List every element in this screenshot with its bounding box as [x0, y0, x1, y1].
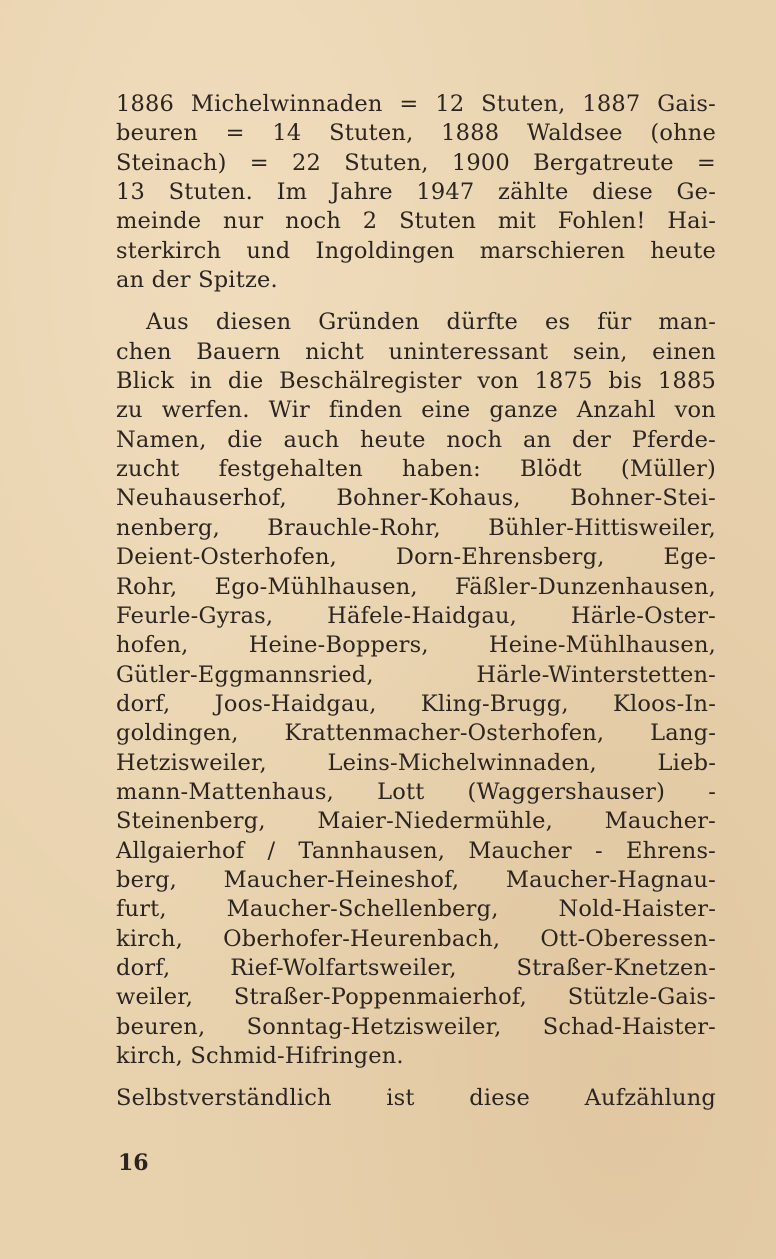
paragraph-2: [116, 308, 716, 1071]
text-line: sterkirch und Ingoldingen marschieren heute: [116, 237, 716, 264]
text-line: Namen, die auch heute noch an der Pferde-: [116, 426, 716, 453]
text-line: meinde nur noch 2 Stuten mit Fohlen! Hai-: [116, 208, 716, 235]
text-line: Blick in die Beschälregister von 1875 bis 1885: [116, 368, 716, 395]
paragraph-3: [116, 1084, 716, 1113]
text-line: hofen, Heine-Boppers, Heine-Mühlhausen,: [116, 632, 716, 659]
text-line: goldingen, Krattenmacher-Osterhofen, Lang-: [116, 720, 716, 747]
text-line: Selbstverständlich ist diese Aufzählung: [116, 1085, 716, 1112]
text-line: Rohr, Ego-Mühlhausen, Fäßler-Dunzenhausen,: [116, 573, 716, 600]
text-line: 1886 Michelwinnaden = 12 Stuten, 1887 Gais-: [116, 91, 716, 117]
text-line: dorf, Rief-Wolfartsweiler, Straßer-Knetzen-: [116, 954, 716, 981]
text-line: Aus diesen Gründen dürfte es für man-: [146, 309, 716, 336]
page-number: 16: [118, 1150, 149, 1176]
text-line: Neuhauserhof, Bohner-Kohaus, Bohner-Stei-: [116, 485, 716, 512]
text-line: Allgaierhof / Tannhausen, Maucher - Ehrens-: [116, 837, 716, 864]
text-line: Gütler-Eggmannsried, Härle-Winterstetten-: [116, 661, 716, 688]
text-line: kirch, Oberhofer-Heurenbach, Ott-Oberessen-: [116, 925, 716, 952]
text-line: mann-Mattenhaus, Lott (Waggershauser) -: [116, 778, 716, 805]
text-line: beuren = 14 Stuten, 1888 Waldsee (ohne: [116, 120, 716, 147]
text-line: Feurle-Gyras, Häfele-Haidgau, Härle-Oster-: [116, 602, 716, 629]
text-line: Steinenberg, Maier-Niedermühle, Maucher-: [116, 808, 716, 835]
text-line: Hetzisweiler, Leins-Michelwinnaden, Lieb-: [116, 749, 716, 776]
text-line: an der Spitze.: [116, 267, 278, 294]
paragraph-1: [116, 90, 716, 295]
text-line: weiler, Straßer-Poppenmaierhof, Stützle-Gais-: [116, 984, 716, 1011]
text-line: Deient-Osterhofen, Dorn-Ehrensberg, Ege-: [116, 544, 716, 571]
text-line: chen Bauern nicht uninteressant sein, einen: [116, 338, 716, 365]
paragraph-gap: [116, 295, 716, 308]
text-line: zucht festgehalten haben: Blödt (Müller): [116, 456, 716, 483]
text-line: berg, Maucher-Heineshof, Maucher-Hagnau-: [116, 866, 716, 893]
body-text: [116, 90, 716, 1114]
text-line: 13 Stuten. Im Jahre 1947 zählte diese Ge-: [116, 179, 716, 206]
paragraph-gap: [116, 1071, 716, 1084]
text-line: furt, Maucher-Schellenberg, Nold-Haister-: [116, 896, 716, 923]
text-line: kirch, Schmid-Hifringen.: [116, 1043, 404, 1069]
text-line: beuren, Sonntag-Hetzisweiler, Schad-Haister-: [116, 1013, 716, 1040]
text-line: nenberg, Brauchle-Rohr, Bühler-Hittisweiler,: [116, 514, 716, 541]
text-line: zu werfen. Wir finden eine ganze Anzahl von: [116, 397, 716, 424]
text-line: dorf, Joos-Haidgau, Kling-Brugg, Kloos-In-: [116, 690, 716, 717]
text-line: Steinach) = 22 Stuten, 1900 Bergatreute =: [116, 149, 716, 176]
